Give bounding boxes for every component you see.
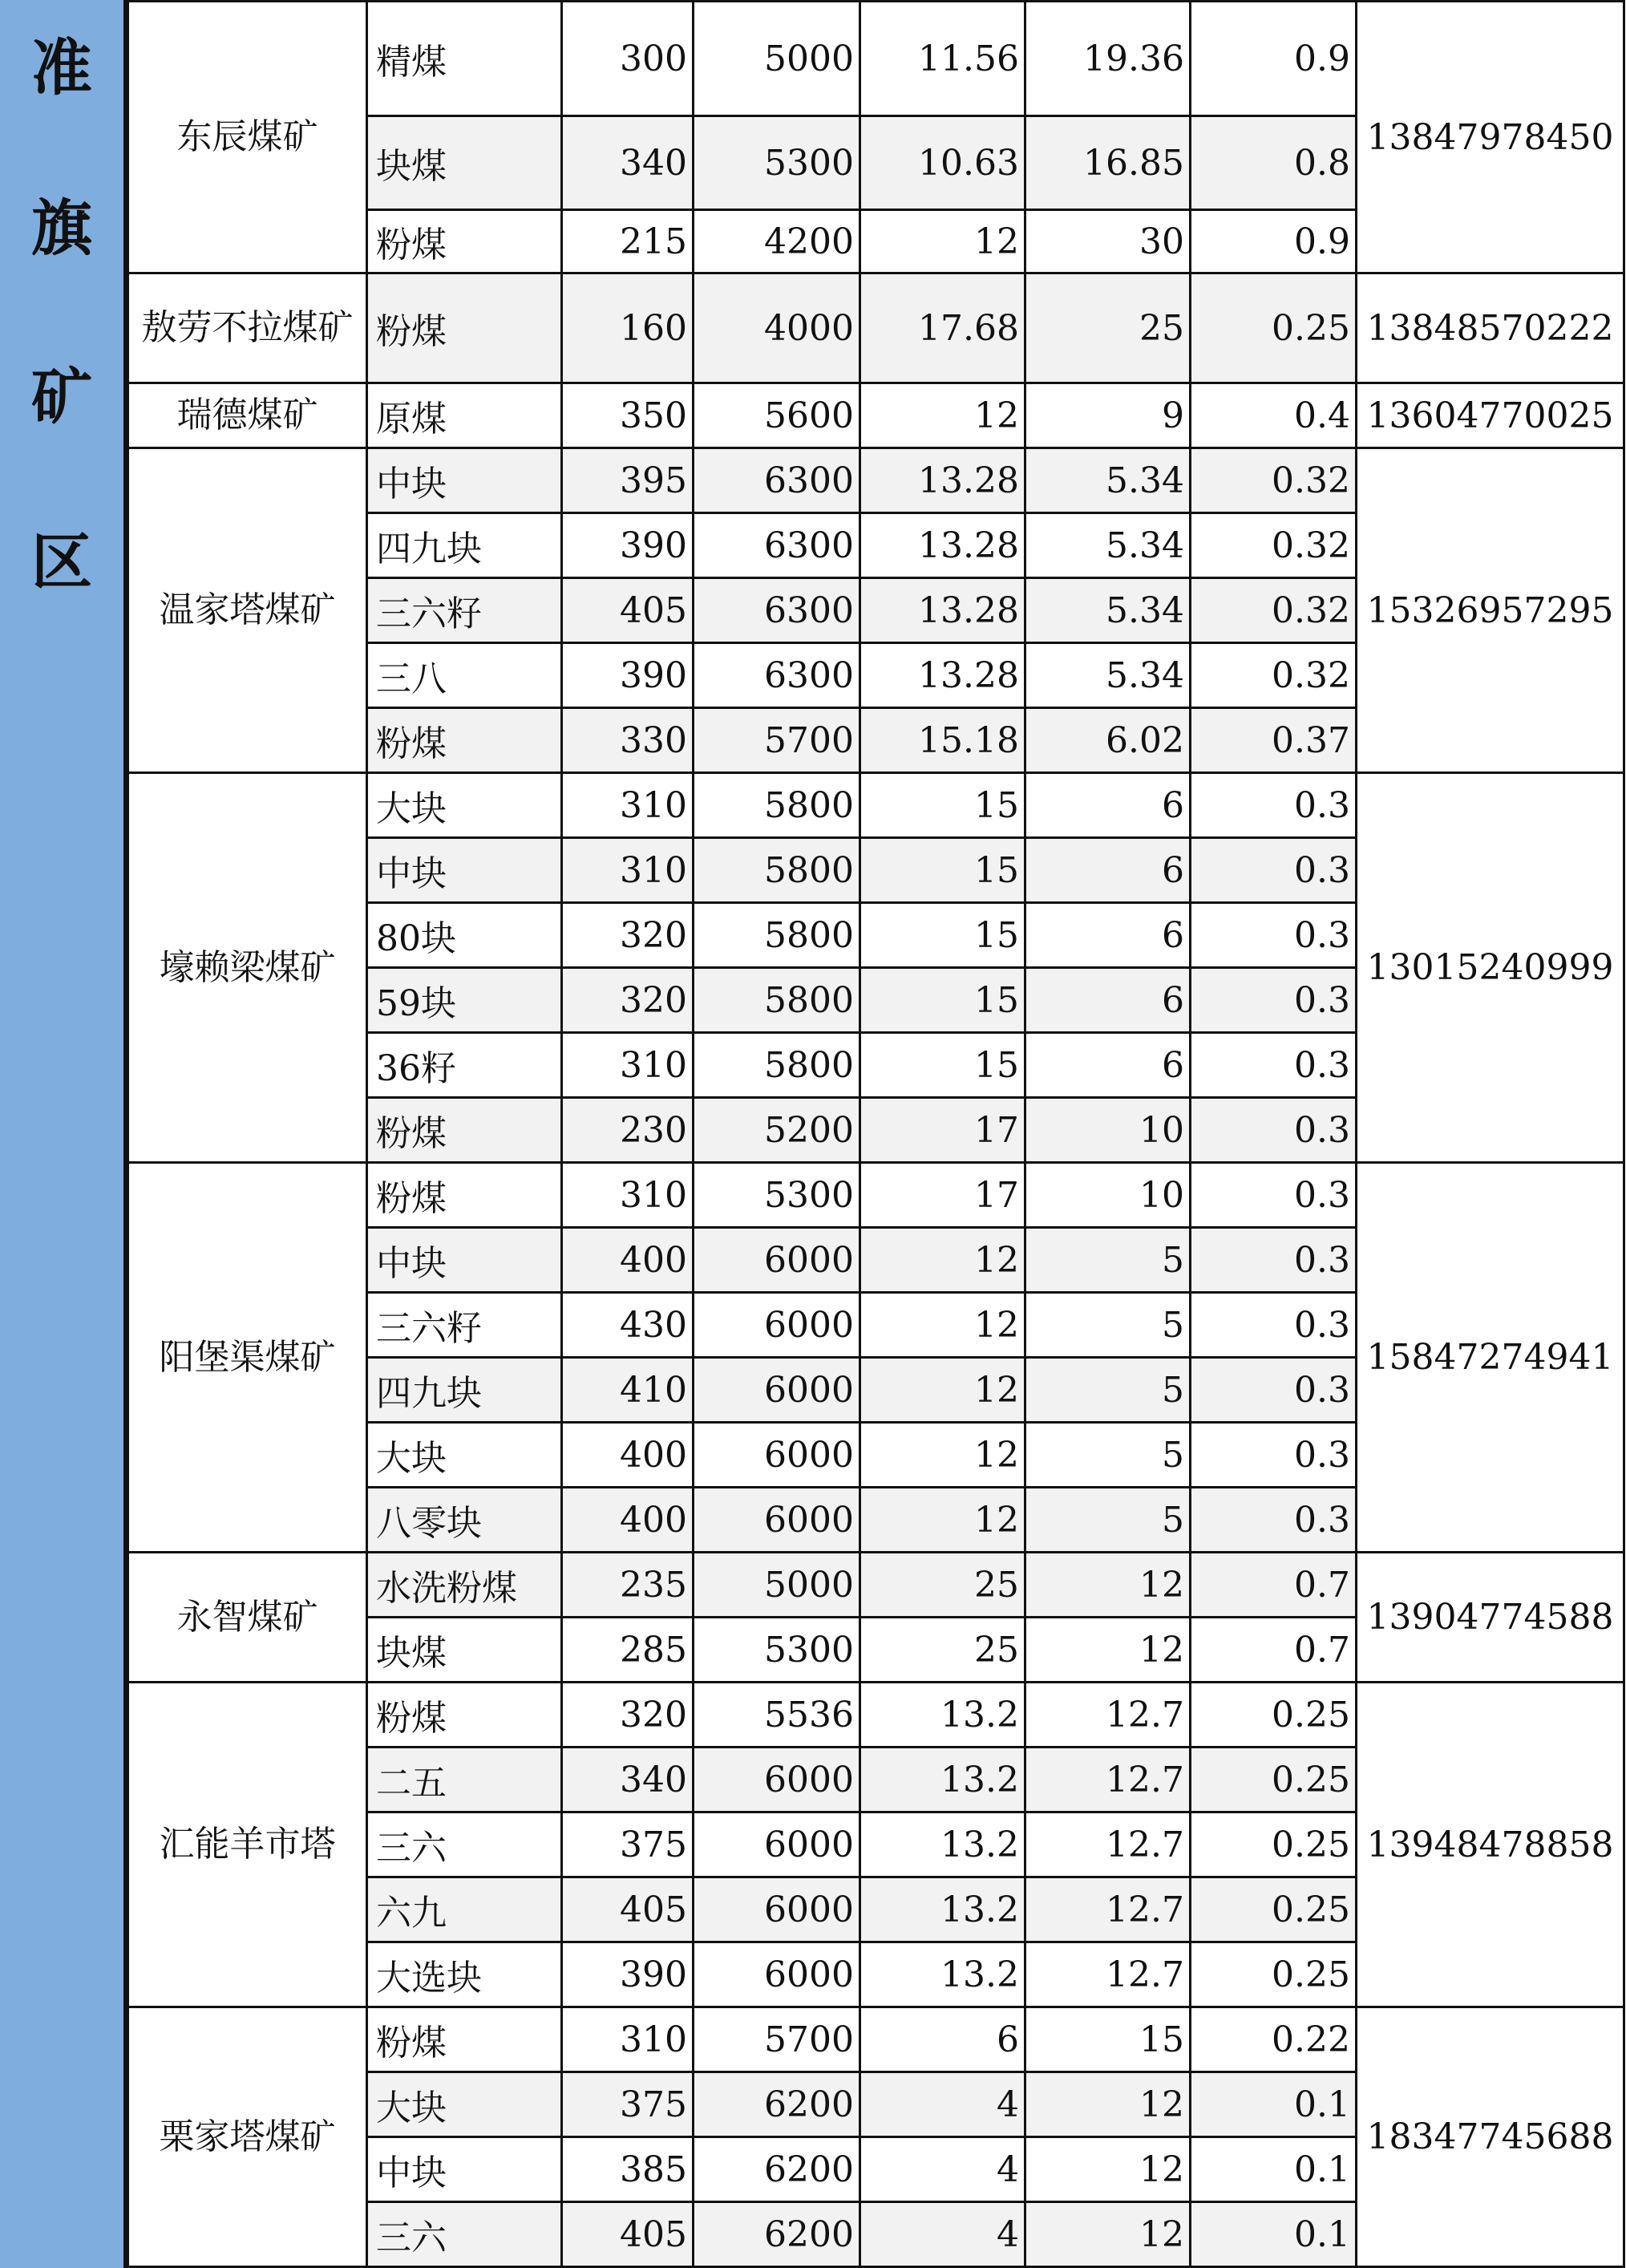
coal-type-cell: 块煤 [367,116,562,210]
sulfur-cell: 0.1 [1191,2072,1357,2137]
coal-type-cell: 四九块 [367,1358,562,1423]
ash-cell: 12 [860,1293,1025,1358]
coal-type-cell: 粉煤 [367,1098,562,1163]
ash-cell: 13.2 [860,1683,1025,1748]
calorific-value-cell: 5000 [694,1553,860,1618]
sulfur-cell: 0.32 [1191,578,1357,643]
table-row [128,383,1624,448]
ash-cell: 17.68 [860,273,1025,383]
ash-cell: 6 [860,2007,1025,2072]
sulfur-cell: 0.1 [1191,2137,1357,2202]
moisture-cell: 5 [1025,1358,1191,1423]
coal-type-cell: 三六籽 [367,578,562,643]
sulfur-cell: 0.32 [1191,643,1357,708]
mine-name-cell: 敖劳不拉煤矿 [128,273,367,383]
coal-price-table-body [128,2,1624,2267]
price-cell: 405 [562,578,694,643]
ash-cell: 12 [860,1358,1025,1423]
calorific-value-cell: 6000 [694,1812,860,1877]
coal-type-cell: 粉煤 [367,273,562,383]
sulfur-cell: 0.9 [1191,2,1357,116]
region-label-char: 旗 [31,192,92,264]
coal-type-cell: 中块 [367,448,562,513]
mine-name-cell: 东辰煤矿 [128,2,367,273]
coal-type-cell: 36籽 [367,1033,562,1098]
calorific-value-cell: 6200 [694,2072,860,2137]
moisture-cell: 12.7 [1025,1683,1191,1748]
calorific-value-cell: 5700 [694,708,860,773]
coal-type-cell: 三六 [367,2202,562,2267]
moisture-cell: 5 [1025,1228,1191,1293]
price-cell: 160 [562,273,694,383]
price-cell: 395 [562,448,694,513]
sulfur-cell: 0.22 [1191,2007,1357,2072]
price-cell: 430 [562,1293,694,1358]
ash-cell: 15 [860,1033,1025,1098]
coal-type-cell: 精煤 [367,2,562,116]
moisture-cell: 12.7 [1025,1812,1191,1877]
coal-price-table [127,0,1625,2268]
moisture-cell: 12 [1025,2202,1191,2267]
contact-phone-cell: 15847274941 [1357,1163,1624,1553]
sulfur-cell: 0.9 [1191,210,1357,273]
ash-cell: 15 [860,838,1025,903]
ash-cell: 17 [860,1098,1025,1163]
ash-cell: 17 [860,1163,1025,1228]
calorific-value-cell: 6200 [694,2202,860,2267]
coal-type-cell: 二五 [367,1748,562,1812]
price-cell: 340 [562,116,694,210]
sulfur-cell: 0.25 [1191,273,1357,383]
table-row [128,2,1624,116]
calorific-value-cell: 6300 [694,643,860,708]
price-cell: 320 [562,968,694,1033]
coal-type-cell: 59块 [367,968,562,1033]
sulfur-cell: 0.3 [1191,1163,1357,1228]
coal-type-cell: 原煤 [367,383,562,448]
sulfur-cell: 0.3 [1191,1488,1357,1553]
coal-type-cell: 大块 [367,773,562,838]
price-cell: 400 [562,1423,694,1488]
contact-phone-cell: 18347745688 [1357,2007,1624,2267]
mine-name-cell: 瑞德煤矿 [128,383,367,448]
sulfur-cell: 0.25 [1191,1812,1357,1877]
ash-cell: 15 [860,903,1025,968]
price-cell: 400 [562,1488,694,1553]
sulfur-cell: 0.3 [1191,1358,1357,1423]
calorific-value-cell: 6200 [694,2137,860,2202]
price-cell: 410 [562,1358,694,1423]
table-row [128,1553,1624,1618]
coal-type-cell: 块煤 [367,1618,562,1683]
region-label-char: 矿 [31,361,92,432]
coal-type-cell: 粉煤 [367,210,562,273]
ash-cell: 10.63 [860,116,1025,210]
moisture-cell: 15 [1025,2007,1191,2072]
calorific-value-cell: 6000 [694,1228,860,1293]
ash-cell: 13.28 [860,448,1025,513]
sulfur-cell: 0.25 [1191,1942,1357,2007]
sulfur-cell: 0.8 [1191,116,1357,210]
calorific-value-cell: 6000 [694,1423,860,1488]
calorific-value-cell: 6300 [694,448,860,513]
ash-cell: 25 [860,1553,1025,1618]
coal-type-cell: 八零块 [367,1488,562,1553]
moisture-cell: 5 [1025,1293,1191,1358]
sulfur-cell: 0.3 [1191,1098,1357,1163]
moisture-cell: 12.7 [1025,1877,1191,1942]
calorific-value-cell: 5800 [694,968,860,1033]
price-cell: 340 [562,1748,694,1812]
moisture-cell: 12 [1025,2072,1191,2137]
table-row [128,1683,1624,1748]
moisture-cell: 16.85 [1025,116,1191,210]
ash-cell: 12 [860,1228,1025,1293]
sulfur-cell: 0.3 [1191,968,1357,1033]
moisture-cell: 6 [1025,968,1191,1033]
sulfur-cell: 0.3 [1191,1033,1357,1098]
mine-name-cell: 汇能羊市塔 [128,1683,367,2007]
sulfur-cell: 0.25 [1191,1877,1357,1942]
mine-name-cell: 温家塔煤矿 [128,448,367,773]
calorific-value-cell: 6000 [694,1942,860,2007]
moisture-cell: 5 [1025,1488,1191,1553]
moisture-cell: 12 [1025,1553,1191,1618]
calorific-value-cell: 5800 [694,903,860,968]
contact-phone-cell: 13848570222 [1357,273,1624,383]
moisture-cell: 6 [1025,838,1191,903]
sulfur-cell: 0.32 [1191,448,1357,513]
calorific-value-cell: 5536 [694,1683,860,1748]
moisture-cell: 25 [1025,273,1191,383]
ash-cell: 13.2 [860,1748,1025,1812]
calorific-value-cell: 5600 [694,383,860,448]
price-cell: 400 [562,1228,694,1293]
moisture-cell: 19.36 [1025,2,1191,116]
price-cell: 350 [562,383,694,448]
price-cell: 405 [562,1877,694,1942]
moisture-cell: 5 [1025,1423,1191,1488]
price-cell: 230 [562,1098,694,1163]
coal-type-cell: 六九 [367,1877,562,1942]
price-cell: 285 [562,1618,694,1683]
price-cell: 310 [562,1163,694,1228]
calorific-value-cell: 4000 [694,273,860,383]
contact-phone-cell: 13015240999 [1357,773,1624,1163]
sulfur-cell: 0.3 [1191,838,1357,903]
sulfur-cell: 0.32 [1191,513,1357,578]
price-cell: 310 [562,838,694,903]
moisture-cell: 10 [1025,1098,1191,1163]
ash-cell: 15 [860,968,1025,1033]
contact-phone-cell: 13604770025 [1357,383,1624,448]
coal-type-cell: 粉煤 [367,1163,562,1228]
sulfur-cell: 0.3 [1191,903,1357,968]
ash-cell: 15.18 [860,708,1025,773]
region-label-char: 区 [31,526,92,597]
sulfur-cell: 0.3 [1191,1293,1357,1358]
calorific-value-cell: 6000 [694,1293,860,1358]
ash-cell: 13.28 [860,578,1025,643]
mine-name-cell: 栗家塔煤矿 [128,2007,367,2267]
coal-type-cell: 大选块 [367,1942,562,2007]
price-cell: 405 [562,2202,694,2267]
coal-type-cell: 粉煤 [367,2007,562,2072]
calorific-value-cell: 6000 [694,1358,860,1423]
calorific-value-cell: 5300 [694,1618,860,1683]
price-cell: 310 [562,1033,694,1098]
sulfur-cell: 0.3 [1191,1423,1357,1488]
sulfur-cell: 0.4 [1191,383,1357,448]
price-cell: 215 [562,210,694,273]
mine-name-cell: 阳堡渠煤矿 [128,1163,367,1553]
calorific-value-cell: 5300 [694,1163,860,1228]
ash-cell: 12 [860,383,1025,448]
coal-type-cell: 粉煤 [367,708,562,773]
calorific-value-cell: 5300 [694,116,860,210]
moisture-cell: 9 [1025,383,1191,448]
ash-cell: 11.56 [860,2,1025,116]
coal-type-cell: 四九块 [367,513,562,578]
sulfur-cell: 0.1 [1191,2202,1357,2267]
calorific-value-cell: 6300 [694,578,860,643]
moisture-cell: 6.02 [1025,708,1191,773]
coal-type-cell: 80块 [367,903,562,968]
ash-cell: 12 [860,1488,1025,1553]
table-row [128,448,1624,513]
calorific-value-cell: 5700 [694,2007,860,2072]
calorific-value-cell: 5800 [694,838,860,903]
table-row [128,773,1624,838]
calorific-value-cell: 4200 [694,210,860,273]
price-cell: 330 [562,708,694,773]
moisture-cell: 12 [1025,2137,1191,2202]
sulfur-cell: 0.7 [1191,1618,1357,1683]
ash-cell: 4 [860,2202,1025,2267]
ash-cell: 4 [860,2072,1025,2137]
moisture-cell: 5.34 [1025,448,1191,513]
coal-type-cell: 三六 [367,1812,562,1877]
coal-type-cell: 中块 [367,2137,562,2202]
price-cell: 385 [562,2137,694,2202]
price-cell: 390 [562,513,694,578]
coal-type-cell: 水洗粉煤 [367,1553,562,1618]
moisture-cell: 12.7 [1025,1748,1191,1812]
price-cell: 390 [562,1942,694,2007]
moisture-cell: 6 [1025,903,1191,968]
coal-type-cell: 大块 [367,2072,562,2137]
ash-cell: 13.2 [860,1942,1025,2007]
price-cell: 320 [562,1683,694,1748]
ash-cell: 13.2 [860,1877,1025,1942]
coal-type-cell: 中块 [367,838,562,903]
sulfur-cell: 0.3 [1191,773,1357,838]
price-cell: 320 [562,903,694,968]
calorific-value-cell: 5800 [694,1033,860,1098]
sulfur-cell: 0.7 [1191,1553,1357,1618]
coal-type-cell: 大块 [367,1423,562,1488]
contact-phone-cell: 13948478858 [1357,1683,1624,2007]
price-cell: 235 [562,1553,694,1618]
ash-cell: 13.2 [860,1812,1025,1877]
moisture-cell: 5.34 [1025,513,1191,578]
moisture-cell: 12.7 [1025,1942,1191,2007]
table-row [128,1163,1624,1228]
price-cell: 390 [562,643,694,708]
coal-type-cell: 中块 [367,1228,562,1293]
mine-name-cell: 永智煤矿 [128,1553,367,1683]
mine-name-cell: 壕赖梁煤矿 [128,773,367,1163]
calorific-value-cell: 6300 [694,513,860,578]
ash-cell: 13.28 [860,513,1025,578]
calorific-value-cell: 6000 [694,1748,860,1812]
moisture-cell: 6 [1025,1033,1191,1098]
ash-cell: 12 [860,1423,1025,1488]
coal-type-cell: 粉煤 [367,1683,562,1748]
region-sidebar [0,0,127,2268]
sulfur-cell: 0.25 [1191,1748,1357,1812]
price-cell: 310 [562,773,694,838]
ash-cell: 4 [860,2137,1025,2202]
calorific-value-cell: 5200 [694,1098,860,1163]
ash-cell: 12 [860,210,1025,273]
price-cell: 300 [562,2,694,116]
table-row [128,2007,1624,2072]
contact-phone-cell: 13904774588 [1357,1553,1624,1683]
moisture-cell: 5.34 [1025,578,1191,643]
calorific-value-cell: 5000 [694,2,860,116]
region-label-char: 准 [31,32,92,103]
moisture-cell: 30 [1025,210,1191,273]
calorific-value-cell: 6000 [694,1877,860,1942]
ash-cell: 15 [860,773,1025,838]
calorific-value-cell: 6000 [694,1488,860,1553]
moisture-cell: 5.34 [1025,643,1191,708]
contact-phone-cell: 13847978450 [1357,2,1624,273]
calorific-value-cell: 5800 [694,773,860,838]
moisture-cell: 10 [1025,1163,1191,1228]
price-cell: 310 [562,2007,694,2072]
price-cell: 375 [562,2072,694,2137]
price-cell: 375 [562,1812,694,1877]
sulfur-cell: 0.3 [1191,1228,1357,1293]
contact-phone-cell: 15326957295 [1357,448,1624,773]
sulfur-cell: 0.25 [1191,1683,1357,1748]
ash-cell: 13.28 [860,643,1025,708]
coal-type-cell: 三六籽 [367,1293,562,1358]
moisture-cell: 12 [1025,1618,1191,1683]
sulfur-cell: 0.37 [1191,708,1357,773]
moisture-cell: 6 [1025,773,1191,838]
coal-type-cell: 三八 [367,643,562,708]
ash-cell: 25 [860,1618,1025,1683]
table-row [128,273,1624,383]
